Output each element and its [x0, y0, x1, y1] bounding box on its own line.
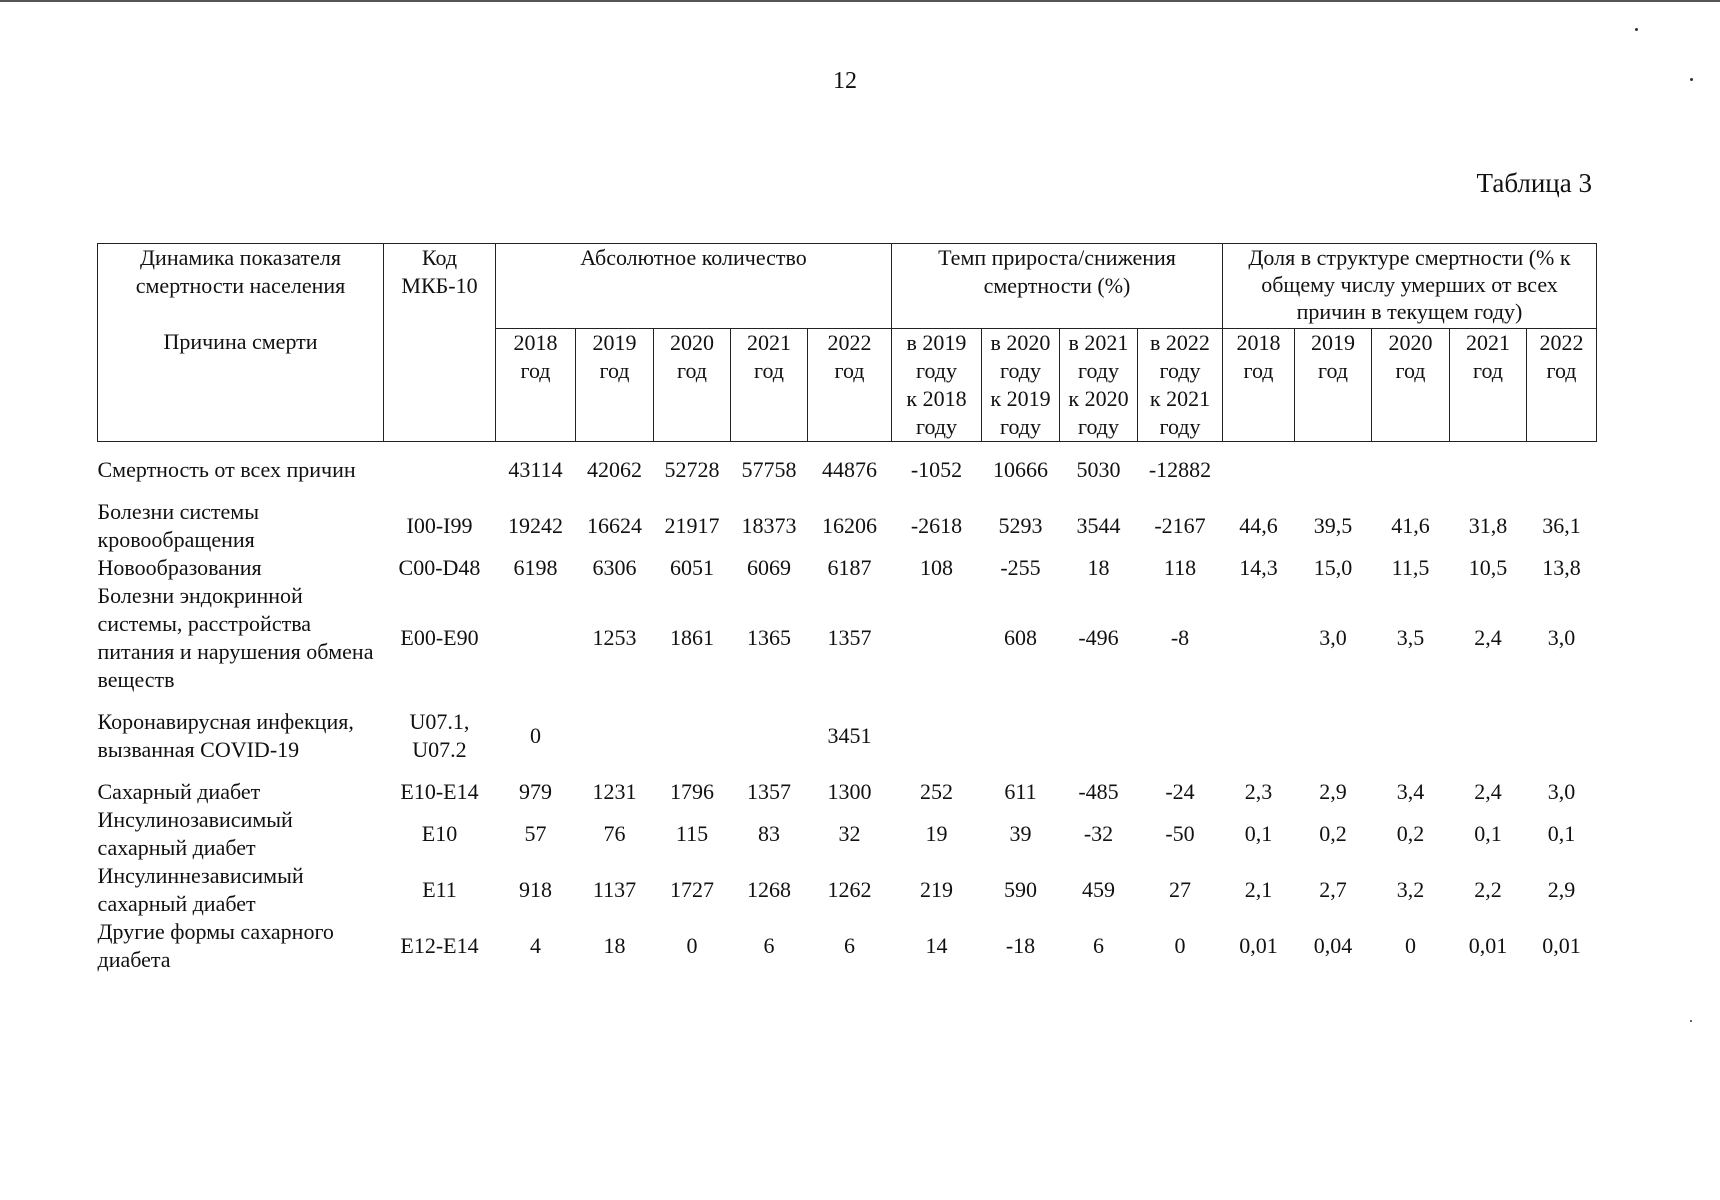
cause-name: Болезни системы кровообращения	[97, 499, 259, 552]
share-year-header	[1450, 329, 1527, 442]
share-value: 11,5	[1391, 555, 1430, 580]
growth-value: -18	[1005, 933, 1036, 958]
table-row	[98, 582, 1597, 694]
growth-value: 590	[1004, 877, 1037, 902]
icd-code: E12-E14	[400, 933, 479, 958]
share-value: 41,6	[1391, 513, 1430, 538]
absolute-value: 6187	[827, 555, 872, 580]
growth-value: 118	[1163, 555, 1197, 580]
header-code-cell	[384, 244, 496, 442]
share-value: 15,0	[1313, 555, 1353, 580]
table-row	[98, 442, 1597, 499]
cause-name: Инсулинозависимый сахарный диабет	[97, 807, 293, 860]
absolute-value: 1253	[592, 625, 637, 650]
page-top-edge	[0, 0, 1720, 2]
absolute-value: 1262	[827, 877, 872, 902]
absolute-value: 57758	[741, 457, 797, 482]
share-value: 0,1	[1474, 821, 1502, 846]
growth-value: -2167	[1154, 513, 1206, 538]
share-value: 2,1	[1244, 877, 1273, 902]
share-value	[1295, 442, 1372, 499]
absolute-value	[576, 694, 654, 778]
share-value: 3,4	[1396, 779, 1425, 804]
cause-name: Инсулиннезависимый сахарный диабет	[97, 863, 304, 916]
share-value	[1223, 442, 1295, 499]
cause-name: Болезни эндокринной системы, расстройства питания и нарушения обмена веществ	[97, 583, 374, 692]
year-word: год	[834, 358, 865, 383]
icd-code: E11	[422, 877, 457, 902]
growth-value: 39	[1009, 821, 1032, 846]
absolute-value: 18373	[741, 513, 797, 538]
share-year-header	[1527, 329, 1597, 442]
icd-code	[384, 442, 496, 499]
absolute-value: 18	[603, 933, 626, 958]
growth-value: -50	[1165, 821, 1195, 846]
growth-value: 5030	[1076, 457, 1121, 482]
scan-speck	[1690, 1020, 1692, 1022]
share-value	[1372, 442, 1450, 499]
share-value: 14,3	[1239, 555, 1278, 580]
growth-period-line: году	[999, 414, 1042, 439]
growth-value: -32	[1083, 821, 1114, 846]
share-value	[1372, 694, 1450, 778]
absolute-value: 1137	[592, 877, 637, 902]
growth-value: -496	[1078, 625, 1119, 650]
cause-name: Смертность от всех причин	[97, 457, 356, 482]
share-value: 2,9	[1547, 877, 1576, 902]
growth-value: -12882	[1148, 457, 1212, 482]
scan-speck	[1690, 78, 1693, 81]
share-value: 36,1	[1542, 513, 1581, 538]
year-label: 2018	[513, 330, 558, 355]
share-value	[1527, 694, 1597, 778]
table-row	[98, 694, 1597, 778]
growth-value: 3544	[1076, 513, 1121, 538]
absolute-value: 6069	[747, 555, 791, 580]
year-label: 2018	[1236, 330, 1281, 355]
absolute-value	[731, 694, 808, 778]
growth-period-line: году	[999, 358, 1042, 383]
year-label: 2022	[1539, 330, 1584, 355]
header-cause: Причина смерти	[163, 329, 318, 354]
absolute-value: 52728	[664, 457, 720, 482]
absolute-year-header	[496, 329, 576, 442]
share-year-header	[1372, 329, 1450, 442]
growth-period-line: году	[1077, 358, 1120, 383]
share-value: 3,5	[1396, 625, 1425, 650]
absolute-value	[654, 694, 731, 778]
growth-value: 18	[1087, 555, 1110, 580]
table-row	[98, 554, 1597, 582]
absolute-value: 44876	[822, 457, 877, 482]
share-value: 0,2	[1396, 821, 1425, 846]
year-label: 2021	[747, 330, 791, 355]
share-value	[1527, 442, 1597, 499]
year-word: год	[753, 358, 785, 383]
share-value: 3,0	[1547, 779, 1576, 804]
growth-value: -24	[1165, 779, 1195, 804]
growth-value: -255	[1000, 555, 1041, 580]
year-word: год	[1546, 358, 1577, 383]
share-value: 10,5	[1468, 555, 1508, 580]
growth-value: -2618	[910, 513, 963, 538]
header-absolute: Абсолютное количество	[496, 244, 892, 329]
growth-period-line: году	[915, 414, 958, 439]
share-year-header	[1295, 329, 1372, 442]
growth-value: -1052	[910, 457, 963, 482]
table-row	[98, 806, 1597, 862]
absolute-value: 1357	[747, 779, 791, 804]
absolute-year-header	[654, 329, 731, 442]
scan-speck	[1635, 28, 1638, 31]
share-value: 0	[1405, 933, 1416, 958]
share-value: 2,3	[1244, 779, 1273, 804]
absolute-value: 3451	[827, 723, 872, 748]
header-code-line1: Код	[421, 245, 458, 270]
share-value: 0,01	[1468, 933, 1508, 958]
share-value: 2,2	[1474, 877, 1502, 902]
year-label: 2019	[1311, 330, 1355, 355]
absolute-year-header	[731, 329, 808, 442]
absolute-value: 21917	[664, 513, 720, 538]
absolute-value: 4	[530, 933, 541, 958]
growth-period-line: в 2019	[906, 330, 967, 355]
absolute-value: 42062	[587, 457, 642, 482]
absolute-value: 1357	[827, 625, 872, 650]
year-label: 2021	[1466, 330, 1510, 355]
page-number: 12	[833, 68, 857, 94]
growth-value: 0	[1174, 933, 1186, 958]
growth-value: 608	[1004, 625, 1037, 650]
growth-value: 252	[920, 779, 953, 804]
table-row	[98, 918, 1597, 974]
absolute-value: 19242	[508, 513, 563, 538]
absolute-value: 0	[686, 933, 698, 958]
icd-code: E10	[421, 821, 458, 846]
absolute-value	[496, 582, 576, 694]
table-label: Таблица 3	[1476, 168, 1592, 198]
year-word: год	[676, 358, 708, 383]
cause-name: Другие формы сахарного диабета	[97, 919, 334, 972]
absolute-value: 1231	[592, 779, 637, 804]
growth-period-line: в 2022	[1150, 330, 1210, 355]
growth-value	[982, 694, 1060, 778]
year-word: год	[1317, 358, 1349, 383]
header-cause-cell	[98, 244, 384, 442]
header-indicator-line1: Динамика показателя	[140, 245, 341, 270]
share-year-header	[1223, 329, 1295, 442]
absolute-value: 918	[519, 877, 552, 902]
share-value: 39,5	[1313, 513, 1353, 538]
share-value: 3,0	[1547, 625, 1576, 650]
header-growth: Темп прироста/снижения смертности (%)	[892, 244, 1223, 329]
growth-value: 19	[925, 821, 948, 846]
share-value: 0,01	[1542, 933, 1581, 958]
share-value: 44,6	[1239, 513, 1278, 538]
share-value	[1450, 442, 1527, 499]
year-word: год	[520, 358, 551, 383]
year-word: год	[1243, 358, 1274, 383]
icd-code: I00-I99	[406, 513, 473, 538]
absolute-value: 76	[603, 821, 626, 846]
growth-value: 14	[925, 933, 948, 958]
share-value	[1450, 694, 1527, 778]
growth-value	[892, 694, 982, 778]
absolute-value: 6198	[513, 555, 558, 580]
icd-code: E00-E90	[400, 625, 479, 650]
growth-value: 611	[1004, 779, 1037, 804]
share-value: 3,0	[1319, 625, 1347, 650]
growth-period-line: году	[1159, 358, 1201, 383]
table-row	[98, 862, 1597, 918]
share-value: 0,01	[1239, 933, 1278, 958]
share-value: 31,8	[1468, 513, 1508, 538]
year-word: год	[1395, 358, 1426, 383]
share-value: 2,4	[1474, 625, 1502, 650]
absolute-value: 1365	[747, 625, 791, 650]
header-share: Доля в структуре смертности (% к общему числу умерших от всех причин в текущем году)	[1223, 244, 1597, 329]
growth-value: -8	[1170, 625, 1190, 650]
growth-period-line: в 2020	[990, 330, 1051, 355]
growth-period-line: году	[1077, 414, 1120, 439]
year-word: год	[1472, 358, 1504, 383]
share-value: 2,4	[1474, 779, 1502, 804]
growth-period-line: к 2019	[990, 386, 1051, 411]
table-row	[98, 498, 1597, 554]
absolute-value: 979	[519, 779, 552, 804]
growth-period-line: в 2021	[1068, 330, 1129, 355]
growth-period-line: к 2020	[1068, 386, 1129, 411]
share-value	[1223, 694, 1295, 778]
absolute-value: 6	[763, 933, 775, 958]
share-value: 2,7	[1319, 877, 1347, 902]
cause-name: Сахарный диабет	[97, 779, 261, 804]
absolute-value: 6	[844, 933, 855, 958]
growth-period-line: году	[915, 358, 958, 383]
absolute-value: 6306	[592, 555, 637, 580]
growth-period-line: к 2018	[906, 386, 967, 411]
share-value	[1295, 694, 1372, 778]
growth-value	[1138, 694, 1223, 778]
growth-value: 459	[1082, 877, 1115, 902]
share-value: 13,8	[1542, 555, 1581, 580]
table-header	[98, 244, 1597, 442]
growth-value: 108	[920, 555, 953, 580]
share-value: 0,04	[1313, 933, 1353, 958]
header-code-line2: МКБ-10	[401, 273, 478, 298]
absolute-value: 43114	[508, 457, 563, 482]
table-body	[98, 442, 1597, 975]
growth-value: 10666	[993, 457, 1048, 482]
growth-value: 27	[1169, 877, 1191, 902]
growth-value: 219	[920, 877, 953, 902]
absolute-value: 6051	[670, 555, 714, 580]
year-label: 2020	[1388, 330, 1433, 355]
share-value: 0,1	[1244, 821, 1273, 846]
absolute-value: 115	[675, 821, 709, 846]
year-label: 2022	[827, 330, 872, 355]
share-value	[1223, 582, 1295, 694]
absolute-year-header	[576, 329, 654, 442]
growth-value	[1060, 694, 1138, 778]
growth-value	[892, 582, 982, 694]
growth-value: -485	[1078, 779, 1119, 804]
growth-period-line: к 2021	[1149, 386, 1211, 411]
icd-code: E10-E14	[400, 779, 479, 804]
absolute-value: 1796	[670, 779, 714, 804]
growth-period-line: году	[1159, 414, 1201, 439]
year-label: 2020	[670, 330, 714, 355]
year-word: год	[599, 358, 630, 383]
absolute-value: 16624	[587, 513, 642, 538]
header-indicator-line2: смертности населения	[135, 273, 346, 298]
absolute-year-header	[808, 329, 892, 442]
absolute-value: 1727	[670, 877, 714, 902]
share-value: 3,2	[1396, 877, 1425, 902]
year-label: 2019	[592, 330, 637, 355]
absolute-value: 16206	[822, 513, 877, 538]
growth-period-header	[892, 329, 982, 442]
share-value: 0,1	[1547, 821, 1576, 846]
growth-value: 6	[1093, 933, 1104, 958]
cause-name: Новообразования	[97, 555, 262, 580]
absolute-value: 1300	[827, 779, 872, 804]
absolute-value: 57	[524, 821, 547, 846]
share-value: 0,2	[1319, 821, 1347, 846]
growth-value: 5293	[998, 513, 1043, 538]
table-row	[98, 778, 1597, 806]
icd-code: C00-D48	[398, 555, 481, 580]
growth-period-header	[1138, 329, 1223, 442]
icd-code: U07.1, U07.2	[409, 709, 470, 762]
absolute-value: 32	[838, 821, 861, 846]
absolute-value: 83	[758, 821, 780, 846]
absolute-value: 1861	[670, 625, 714, 650]
growth-period-header	[982, 329, 1060, 442]
cause-name: Коронавирусная инфекция, вызванная COVID-19	[97, 709, 354, 762]
growth-period-header	[1060, 329, 1138, 442]
absolute-value: 1268	[747, 877, 791, 902]
absolute-value: 0	[530, 723, 541, 748]
share-value: 2,9	[1319, 779, 1347, 804]
mortality-table	[97, 243, 1597, 974]
